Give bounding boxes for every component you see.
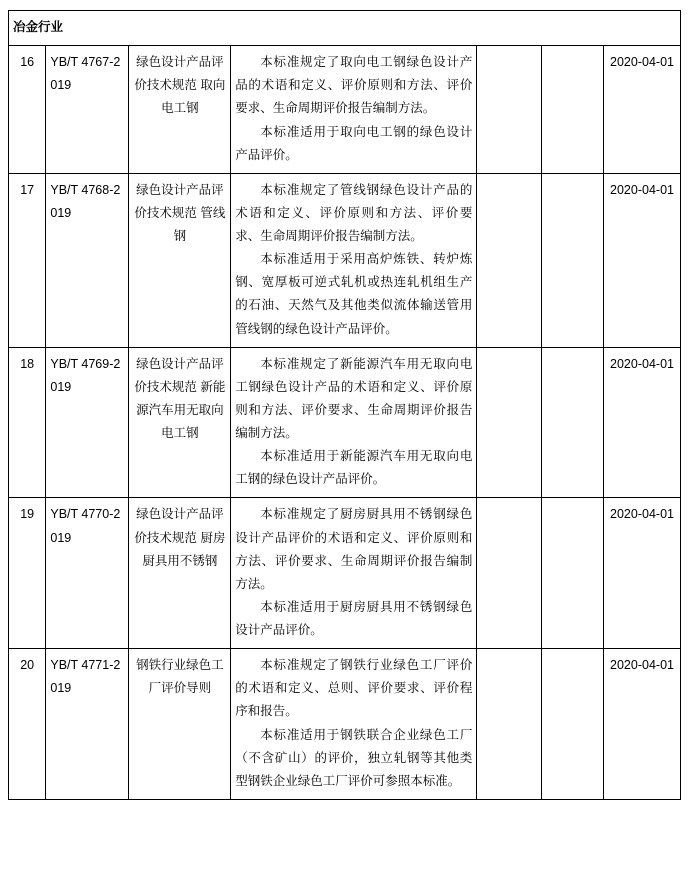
- blank-cell-2: [541, 347, 603, 498]
- standard-description: [231, 649, 477, 800]
- blank-cell-2: [541, 173, 603, 347]
- blank-cell-1: [477, 173, 541, 347]
- standard-code: YB/T 4767-2019: [46, 46, 129, 174]
- standard-name: 钢铁行业绿色工厂评价导则: [129, 649, 231, 800]
- standard-description: [231, 46, 477, 174]
- standard-code: YB/T 4770-2019: [46, 498, 129, 649]
- standard-code: YB/T 4768-2019: [46, 173, 129, 347]
- description-paragraph: 本标准适用于新能源汽车用无取向电工钢的绿色设计产品评价。: [235, 449, 473, 487]
- table-row: [9, 173, 681, 347]
- table-row: [9, 347, 681, 498]
- table-row: [9, 46, 681, 174]
- description-paragraph: 本标准适用于采用高炉炼铁、转炉炼钢、宽厚板可逆式轧机或热连轧机组生产的石油、天然气及其他类似流体输送管用管线钢的绿色设计产品评价。: [235, 252, 473, 336]
- description-paragraph: 本标准适用于钢铁联合企业绿色工厂（不含矿山）的评价，独立轧钢等其他类型钢铁企业绿色工厂评价可参照本标准。: [235, 727, 473, 788]
- blank-cell-1: [477, 347, 541, 498]
- standard-code: YB/T 4771-2019: [46, 649, 129, 800]
- description-paragraph: 本标准规定了取向电工钢绿色设计产品的术语和定义、评价原则和方法、评价要求、生命周期评价报告编制方法。: [235, 55, 473, 116]
- blank-cell-1: [477, 498, 541, 649]
- standard-description: [231, 173, 477, 347]
- standard-name: 绿色设计产品评价技术规范 新能源汽车用无取向电工钢: [129, 347, 231, 498]
- row-number: 20: [9, 649, 46, 800]
- row-number: 19: [9, 498, 46, 649]
- section-header-row: [9, 11, 681, 46]
- blank-cell-2: [541, 498, 603, 649]
- row-number: 16: [9, 46, 46, 174]
- implementation-date: 2020-04-01: [604, 347, 681, 498]
- description-paragraph: 本标准规定了管线钢绿色设计产品的术语和定义、评价原则和方法、评价要求、生命周期评价报告编制方法。: [235, 182, 473, 243]
- standards-table: [8, 10, 681, 800]
- blank-cell-1: [477, 649, 541, 800]
- standard-description: [231, 498, 477, 649]
- description-paragraph: 本标准规定了钢铁行业绿色工厂评价的术语和定义、总则、评价要求、评价程序和报告。: [235, 658, 473, 719]
- row-number: 17: [9, 173, 46, 347]
- standard-description: [231, 347, 477, 498]
- standard-name: 绿色设计产品评价技术规范 取向电工钢: [129, 46, 231, 174]
- standard-name: 绿色设计产品评价技术规范 厨房厨具用不锈钢: [129, 498, 231, 649]
- description-paragraph: 本标准适用于取向电工钢的绿色设计产品评价。: [235, 124, 473, 162]
- implementation-date: 2020-04-01: [604, 173, 681, 347]
- table-row: [9, 649, 681, 800]
- blank-cell-1: [477, 46, 541, 174]
- blank-cell-2: [541, 46, 603, 174]
- implementation-date: 2020-04-01: [604, 649, 681, 800]
- description-paragraph: 本标准规定了厨房厨具用不锈钢绿色设计产品评价的术语和定义、评价原则和方法、评价要求、生命周期评价报告编制方法。: [235, 507, 473, 591]
- row-number: 18: [9, 347, 46, 498]
- table-row: [9, 498, 681, 649]
- standard-name: 绿色设计产品评价技术规范 管线钢: [129, 173, 231, 347]
- description-paragraph: 本标准适用于厨房厨具用不锈钢绿色设计产品评价。: [235, 599, 473, 637]
- implementation-date: 2020-04-01: [604, 46, 681, 174]
- description-paragraph: 本标准规定了新能源汽车用无取向电工钢绿色设计产品的术语和定义、评价原则和方法、评价要求、生命周期评价报告编制方法。: [235, 356, 473, 440]
- section-title: 冶金行业: [9, 11, 681, 46]
- blank-cell-2: [541, 649, 603, 800]
- standard-code: YB/T 4769-2019: [46, 347, 129, 498]
- implementation-date: 2020-04-01: [604, 498, 681, 649]
